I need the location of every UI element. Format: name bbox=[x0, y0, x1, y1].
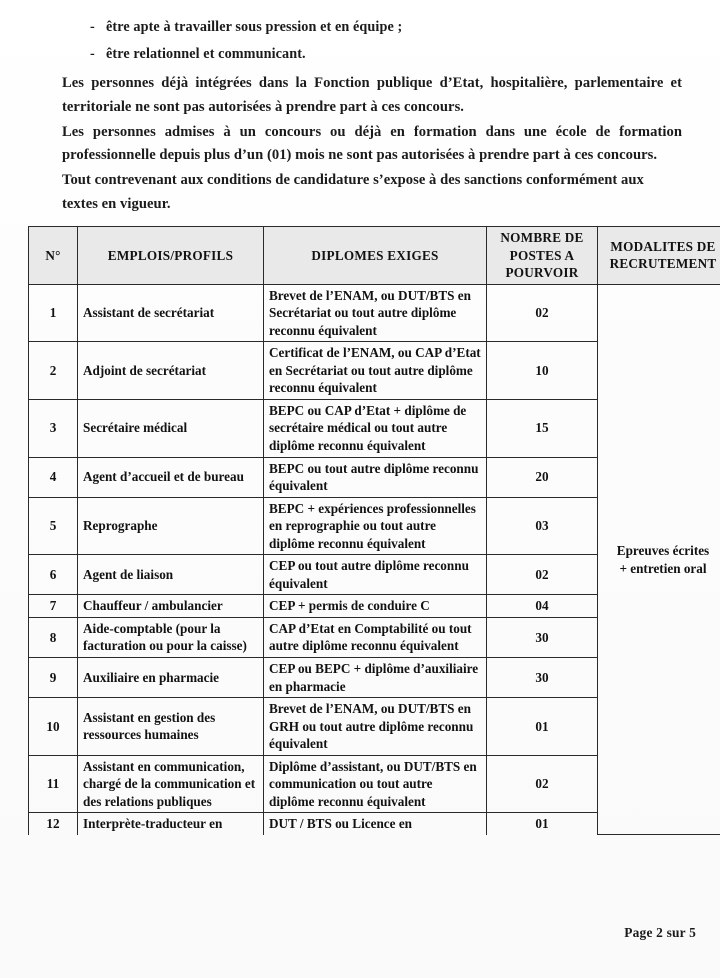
cell-emploi: Secrétaire médical bbox=[78, 399, 264, 457]
cell-postes: 01 bbox=[487, 698, 598, 756]
bullet-item bbox=[90, 18, 682, 37]
cell-emploi: Agent de liaison bbox=[78, 555, 264, 595]
column-header-modalites: MODALITES DE RECRUTEMENT bbox=[598, 227, 720, 285]
cell-emploi: Assistant de secrétariat bbox=[78, 284, 264, 342]
cell-postes: 01 bbox=[487, 813, 598, 835]
table-header-row bbox=[29, 227, 720, 285]
cell-emploi: Assistant en communication, chargé de la communication et des relations publiques bbox=[78, 755, 264, 813]
cell-diplome: CAP d’Etat en Comptabilité ou tout autre diplôme reconnu équivalent bbox=[264, 617, 487, 657]
cell-diplome: BEPC + expériences professionnelles en reprographie ou tout autre diplôme reconnu équivalent bbox=[264, 497, 487, 555]
cell-no: 4 bbox=[29, 457, 78, 497]
cell-postes: 04 bbox=[487, 595, 598, 618]
cell-emploi: Assistant en gestion des ressources humaines bbox=[78, 698, 264, 756]
cell-postes: 02 bbox=[487, 755, 598, 813]
cell-emploi: Interprète-traducteur en bbox=[78, 813, 264, 835]
cell-diplome: BEPC ou CAP d’Etat + diplôme de secrétaire médical ou tout autre diplôme reconnu équivalent bbox=[264, 399, 487, 457]
cell-diplome: Diplôme d’assistant, ou DUT/BTS en communication ou tout autre diplôme reconnu équivalent bbox=[264, 755, 487, 813]
bullet-text: être apte à travailler sous pression et en équipe ; bbox=[106, 19, 403, 35]
table-row bbox=[29, 284, 720, 342]
cell-emploi: Reprographe bbox=[78, 497, 264, 555]
intro-text-block bbox=[62, 18, 682, 217]
modalites-line: Epreuves écrites bbox=[616, 543, 710, 558]
cell-no: 1 bbox=[29, 284, 78, 342]
paragraph: Les personnes déjà intégrées dans la Fonction publique d’Etat, hospitalière, parlementaire et territoriale ne sont pas autorisées à prendre part à ces concours. bbox=[62, 75, 682, 115]
cell-postes: 03 bbox=[487, 497, 598, 555]
column-header-postes: NOMBRE DE POSTES A POURVOIR bbox=[487, 227, 598, 285]
jobs-table bbox=[28, 226, 720, 835]
modalites-line: + entretien oral bbox=[619, 560, 707, 576]
cell-diplome: CEP ou BEPC + diplôme d’auxiliaire en pharmacie bbox=[264, 658, 487, 698]
cell-diplome: BEPC ou tout autre diplôme reconnu équivalent bbox=[264, 457, 487, 497]
cell-emploi: Adjoint de secrétariat bbox=[78, 342, 264, 400]
bullet-text: être relationnel et communicant. bbox=[106, 46, 306, 63]
cell-no: 5 bbox=[29, 497, 78, 555]
cell-emploi: Auxiliaire en pharmacie bbox=[78, 658, 264, 698]
page-footer: Page 2 sur 5 bbox=[624, 925, 696, 940]
cell-no: 11 bbox=[29, 755, 78, 813]
cell-no: 9 bbox=[29, 658, 78, 698]
cell-emploi: Chauffeur / ambulancier bbox=[78, 595, 264, 618]
cell-emploi: Aide-comptable (pour la facturation ou pour la caisse) bbox=[78, 617, 264, 657]
bullet-item bbox=[90, 45, 682, 64]
cell-postes: 30 bbox=[487, 658, 598, 698]
cell-no: 12 bbox=[29, 813, 78, 835]
cell-diplome: CEP ou tout autre diplôme reconnu équivalent bbox=[264, 555, 487, 595]
column-header-emplois: EMPLOIS/PROFILS bbox=[78, 227, 264, 285]
cell-postes: 15 bbox=[487, 399, 598, 457]
bullet-dash-icon: - bbox=[90, 19, 95, 35]
cell-postes: 02 bbox=[487, 555, 598, 595]
paragraph: Les personnes admises à un concours ou déjà en formation dans une école de formation professionnelle depuis plus d’un (01) mois ne sont pas autorisées à prendre part à ces concours. bbox=[62, 123, 682, 164]
cell-modalites-merged bbox=[598, 284, 720, 835]
cell-diplome: Brevet de l’ENAM, ou DUT/BTS en GRH ou tout autre diplôme reconnu équivalent bbox=[264, 698, 487, 756]
cell-postes: 30 bbox=[487, 617, 598, 657]
column-header-no: N° bbox=[29, 227, 78, 285]
cell-diplome: CEP + permis de conduire C bbox=[264, 595, 487, 618]
paragraph: Tout contrevenant aux conditions de candidature s’expose à des sanctions conformément aux textes en vigueur. bbox=[62, 171, 644, 212]
bullet-dash-icon: - bbox=[90, 46, 95, 63]
cell-emploi: Agent d’accueil et de bureau bbox=[78, 457, 264, 497]
cell-postes: 10 bbox=[487, 342, 598, 400]
jobs-table-wrapper bbox=[28, 226, 717, 835]
cell-postes: 02 bbox=[487, 284, 598, 342]
cell-no: 10 bbox=[29, 698, 78, 756]
table-head bbox=[29, 227, 720, 285]
cell-postes: 20 bbox=[487, 457, 598, 497]
column-header-diplomes: DIPLOMES EXIGES bbox=[264, 227, 487, 285]
cell-no: 3 bbox=[29, 399, 78, 457]
cell-diplome: DUT / BTS ou Licence en bbox=[264, 813, 487, 835]
cell-no: 7 bbox=[29, 595, 78, 618]
cell-no: 6 bbox=[29, 555, 78, 595]
cell-no: 2 bbox=[29, 342, 78, 400]
table-body bbox=[29, 284, 720, 835]
cell-diplome: Brevet de l’ENAM, ou DUT/BTS en Secrétariat ou tout autre diplôme reconnu équivalent bbox=[264, 284, 487, 342]
cell-no: 8 bbox=[29, 617, 78, 657]
cell-diplome: Certificat de l’ENAM, ou CAP d’Etat en Secrétariat ou tout autre diplôme reconnu équivalent bbox=[264, 342, 487, 400]
